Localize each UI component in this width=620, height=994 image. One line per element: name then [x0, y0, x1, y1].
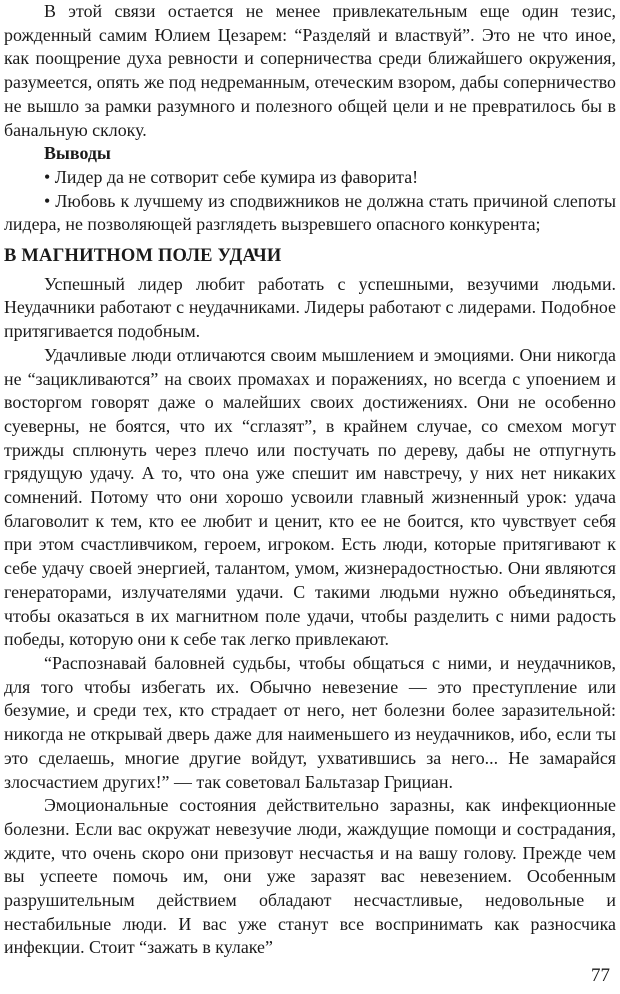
- section-title: В МАГНИТНОМ ПОЛЕ УДАЧИ: [4, 246, 282, 267]
- conclusions-heading: Выводы: [44, 143, 111, 164]
- section-paragraph-2: Удачливые люди отличаются своим мышлением и эмоциями. Они никогда не “зацикливаются” на своих промахах и поражениях, но всегда с упоением и восторгом говорят даже о малейших своих достижениях. Они не особенно суеверны, не боятся, что их “сглазят”, в крайнем случае, со смехом могут трижды сплюнуть через плечо или постучать по дереву, дабы не отпугнуть грядущую удачу. А то, что она уже спешит им навстречу, у них нет никаких сомнений. Потому что они хорошо усвоили главный жизненный урок: удача благоволит к тем, кто ее любит и ценит, кто ее не боится, кто чувствует себя при этом счастливчиком, героем, игроком. Есть люди, которые притягивают к себе удачу своей энергией, талантом, умом, жизнерадостностью. Они являются генераторами, излучателями удачи. С такими людьми нужно объединяться, чтобы оказаться в их магнитном поле удачи, чтобы разделить с ними радость победы, которую они к себе так легко привлекают.: [4, 344, 616, 650]
- page-number: 77: [591, 965, 610, 986]
- section-paragraph-3: “Распознавай баловней судьбы, чтобы общаться с ними, и неудачников, для того чтобы избегать их. Обычно невезение — это преступление или безумие, и среди тех, кто страдает от него, нет болезни более заразительной: никогда не открывай дверь даже для наименьшего из неудачников, ибо, если ты это сделаешь, многие другие войдут, ухватившись за него... Не замарайся злосчастием других!” — так советовал Бальтазар Грициан.: [4, 652, 616, 792]
- section-paragraph-1: Успешный лидер любит работать с успешными, везучими людьми. Неудачники работают с неудачниками. Лидеры работают с лидерами. Подобное притягивается подобным.: [4, 273, 616, 342]
- intro-paragraph: В этой связи остается не менее привлекательным еще один тезис, рожденный самим Юлием Цезарем: “Разделяй и властвуй”. Это не что иное, как поощрение духа ревности и соперничества среди ближайшего окружения, разумеется, опять же под недреманным, отеческим взором, дабы соперничество не вышло за рамки разумного и полезного общей цели и не превратилось бы в банальную склоку.: [4, 1, 616, 140]
- body-text: [4, 0, 616, 960]
- section-paragraph-4: Эмоциональные состояния действительно заразны, как инфекционные болезни. Если вас окружат невезучие люди, жаждущие помощи и сострадания, ждите, что очень скоро они призовут несчастья и на вашу голову. Прежде чем вы успеете помочь им, они уже заразят вас невезением. Особенным разрушительным действием обладают несчастливые, недовольные и нестабильные люди. И вас уже станут все воспринимать как разносчика инфекции. Стоит “зажать в кулаке”: [4, 795, 616, 958]
- conclusion-bullet-1: • Лидер да не сотворит себе кумира из фаворита!: [44, 166, 419, 187]
- conclusion-bullet-2: • Любовь к лучшему из сподвижников не должна стать причиной слепоты лидера, не позволяющей разглядеть вызревшего опасного конкурента;: [4, 190, 616, 235]
